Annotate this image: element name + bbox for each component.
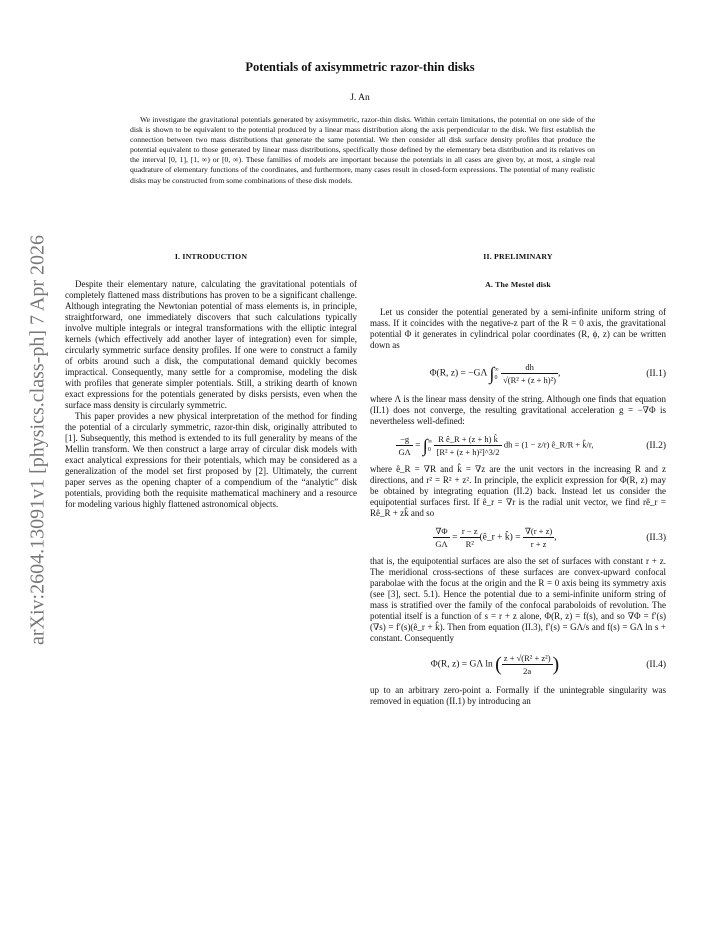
abstract: We investigate the gravitational potentials generated by axisymmetric, razor-thin disks. Within certain limitations, the potential on one side of the disk is shown to be equivalent to the potential produced by a linear mass distribution along the axis perpendicular to the disk. We first establish the connection between two mass distributions that generate the same potential. We then consider all disk surface density profiles that produce the potential equivalent to those generated by linear mass distributions, specifically those defined by the elementary beta distribution and its relatives on the interval [0, 1], [1, ∞) or [0, ∞). These families of models are important because the potentials in all cases are given by, at most, a single real quadrature of elementary functions of the coordinates, and furthermore, many cases result in closed-form expressions. The potential of many realistic disks may be constructed from some combinations of these disk models. [130,115,595,185]
subsection-heading-mestel: A. The Mestel disk [485,280,551,289]
section-heading-preliminary: II. PRELIMINARY [483,252,553,261]
equation-number: (II.4) [646,659,666,670]
prelim-paragraph-2: where Λ is the linear mass density of the string. Although one finds that equation (II.1) does not converge, the resulting gravitational acceleration g = −∇Φ is nevertheless well-defined: [370,394,666,426]
intro-paragraph-1: Despite their elementary nature, calculating the gravitational potentials of completely flattened mass distributions has proven to be a significant challenge. Although integrating the Newtonian potential of mass elements is, in principle, straightforward, one immediately discovers that such calculations typically involve multiple integrals or integral transformations with the elliptic integral kernels (which effectively add another layer of integration) even for simple, circularly symmetric surface density profiles. If one were to construct a family of orbits around such a disk, the computational demand quickly becomes impractical. Consequently, many settle for a compromise, modeling the disk with profiles that generate simpler potentials. Still, a striking dearth of known exact expressions for the potentials generated by disks persists, even when the surface mass density is circularly symmetric. [65,279,357,410]
integral-sign: ∫ [422,435,428,456]
eq2-rhs: dh = (1 − z/r) ê_R/R + k̂/r, [503,439,594,450]
author-name: J. An [350,93,370,103]
eq2-lhs-denominator: GΛ [398,447,411,457]
eq3-rhs-numerator: ∇(r + z) [524,526,553,536]
eq2-upper-limit: ∞ [427,438,433,445]
eq1-tail: , [558,368,561,379]
eq1-denominator: √(R² + (z + h)²) [503,375,556,385]
eq2-numerator: R ê_R + (z + h) k̂ [434,433,501,446]
left-column [65,251,357,510]
integral-sign: ∫ [489,363,495,384]
eq1-upper-limit: ∞ [494,366,499,373]
eq4-numerator: z + √(R² + z²) [503,653,551,663]
eq3-mid-tail: (ê_r + k̂) = [479,532,521,543]
equation-II-4: Φ(R, z) = GΛ ln ( $\frac{\text{z + √(R² + z²)}}{2a}$ ) (II.4) [430,653,666,676]
eq4-denominator: 2a [523,666,532,676]
prelim-paragraph-3: where ê_R = ∇R and k̂ = ∇z are the unit vectors in the increasing R and z directions, and r² = R² + z². In principle, the explicit expression for Φ(R, z) may be obtained by integrating equation (II.2) back. Instead let us consider the equipotential surfaces first. If ê_r = ∇r is the radial unit vector, we find rê_r = Rê_R + zk̂ and so [370,464,666,518]
eq3-lhs-numerator: ∇Φ [433,525,449,538]
eq4-lhs: Φ(R, z) = GΛ ln [430,659,493,670]
paper-title: Potentials of axisymmetric razor-thin disks [245,60,475,74]
prelim-paragraph-4: that is, the equipotential surfaces are also the set of surfaces with constant r + z. The meridional cross-sections of these surfaces are convex-upward confocal parabolae with the focus at the origin and the R = 0 axis being its symmetry axis (see [3], sect. 5.1). Hence the potential due to a semi-infinite uniform string of mass is stratified over the family of the confocal paraboloids of revolution. The potential itself is a function of s = r + z alone, Φ(R, z) = f(s), and so ∇Φ = f′(s)(∇s) = f′(s)(ê_r + k̂). Then from equation (II.3), f′(s) = GΛ/s and f(s) = GΛ ln s + constant. Consequently [370,556,666,643]
eq3-rhs-denominator: r + z [530,539,547,549]
right-column [370,251,666,707]
equation-number: (II.3) [646,532,666,543]
eq2-equals: = [415,440,421,451]
equation-number: (II.2) [646,440,666,451]
equation-number: (II.1) [646,368,666,379]
arxiv-id: arXiv:2604.13091v1 [physics.class-ph] 7 Apr 2026 [26,235,49,645]
equation-II-3: $\frac{\nabla\Phi}{G\Lambda}$ = $\frac{r - z}{\text{R²}}$ (ê_r + k̂) = $\frac{\nabla(r + z)}{r + z}$ , (II.3) [435,526,666,549]
eq2-lhs-numerator: −g [396,433,412,446]
intro-paragraph-2: This paper provides a new physical interpretation of the method for finding the potential of a circularly symmetric, razor-thin disk, originally attributed to [1]. Subsequently, this method is extended to its full generality by means of the Mellin transform. We then construct a large array of circular disk models with exact analytical expressions for their potentials, which may be considered as a generalization of the model set first proposed by [2]. Ultimately, the current paper serves as the opening chapter of a compendium of the “analytic” disk potentials, providing both the requisite mathematical machinery and a resource for modeling various highly flattened astronomical objects. [65,411,357,509]
eq3-mid-denominator: R² [465,539,474,549]
eq1-lower-limit: 0 [494,374,498,381]
eq3-mid-numerator: r − z [461,526,478,536]
section-heading-introduction: I. INTRODUCTION [174,252,248,261]
prelim-paragraph-1: Let us consider the potential generated by a semi-infinite uniform string of mass. If it coincides with the negative-z part of the R = 0 axis, the gravitational potential Φ it generates in cylindrical polar coordinates (R, ϕ, z) can be written down as [370,307,666,350]
equation-II-2 [370,433,666,458]
eq2-lower-limit: 0 [427,446,431,453]
eq1-numerator: dh [501,361,558,374]
eq2-denominator: [R² + (z + h)²]^3/2 [436,447,500,457]
prelim-paragraph-5: up to an arbitrary zero-point a. Formally if the unintegrable singularity was removed in equation (II.1) by introducing an [370,685,666,706]
arxiv-stamp [18,210,58,670]
eq1-lhs: Φ(R, z) = −GΛ [429,368,488,379]
eq3-lhs-denominator: GΛ [435,539,448,549]
eq3-tail: , [554,532,557,543]
equation-II-1 [370,361,666,386]
